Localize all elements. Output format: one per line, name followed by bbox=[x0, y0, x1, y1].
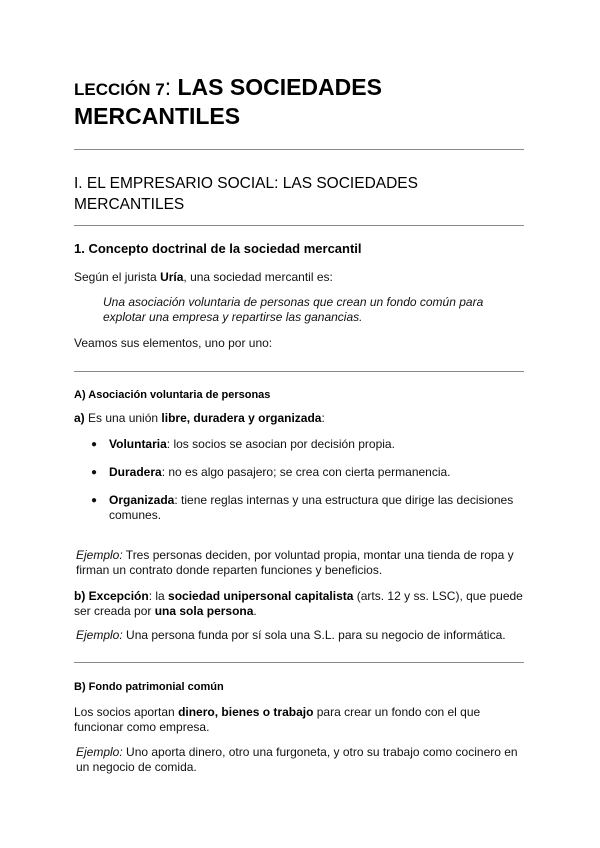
bullet-icon: ● bbox=[91, 439, 98, 450]
intro-paragraph: Según el jurista Uría, una sociedad mercantil es: bbox=[74, 270, 333, 284]
lesson-title-text: LAS SOCIEDADES MERCANTILES bbox=[74, 74, 382, 129]
fund-paragraph: Los socios aportan dinero, bienes o trabajo para crear un fondo con el que funcionar como empresa. bbox=[74, 705, 481, 734]
bullet-icon: ● bbox=[91, 467, 98, 478]
section-heading: I. EL EMPRESARIO SOCIAL: LAS SOCIEDADES MERCANTILES bbox=[74, 175, 418, 213]
definition-quote: Una asociación voluntaria de personas que crean un fondo común para explotar una empresa y repartirse las ganancias. bbox=[103, 295, 484, 324]
list-item: ● Voluntaria: los socios se asocian por decisión propia. bbox=[91, 437, 395, 451]
list-item: ● Organizada: tiene reglas internas y una estructura que dirige las decisiones comunes. bbox=[91, 493, 514, 522]
divider bbox=[74, 662, 524, 663]
lesson-number: LECCIÓN 7 bbox=[74, 80, 165, 99]
point-a-paragraph: a) Es una unión libre, duradera y organizada: bbox=[74, 411, 325, 425]
part-a-heading: A) Asociación voluntaria de personas bbox=[74, 389, 271, 401]
divider bbox=[74, 225, 524, 226]
bullet-icon: ● bbox=[91, 495, 98, 506]
divider bbox=[74, 149, 524, 150]
example-paragraph: Ejemplo: Uno aporta dinero, otro una furgoneta, y otro su trabajo como cocinero en un negocio de comida. bbox=[76, 745, 518, 774]
divider bbox=[74, 371, 524, 372]
exception-paragraph: b) Excepción: la sociedad unipersonal capitalista (arts. 12 y ss. LSC), que puede ser creada por una sola persona. bbox=[74, 589, 523, 618]
example-paragraph: Ejemplo: Tres personas deciden, por voluntad propia, montar una tienda de ropa y firman un contrato donde reparten funciones y beneficios. bbox=[76, 548, 514, 577]
example-paragraph: Ejemplo: Una persona funda por sí sola una S.L. para su negocio de informática. bbox=[76, 628, 506, 642]
lesson-title: LECCIÓN 7: LAS SOCIEDADES MERCANTILES bbox=[74, 74, 382, 129]
list-item: ● Duradera: no es algo pasajero; se crea con cierta permanencia. bbox=[91, 465, 451, 479]
jurist-name: Uría bbox=[160, 270, 184, 284]
elements-intro: Veamos sus elementos, uno por uno: bbox=[74, 336, 273, 350]
part-b-heading: B) Fondo patrimonial común bbox=[74, 681, 224, 693]
subsection-heading: 1. Concepto doctrinal de la sociedad mercantil bbox=[74, 241, 362, 256]
